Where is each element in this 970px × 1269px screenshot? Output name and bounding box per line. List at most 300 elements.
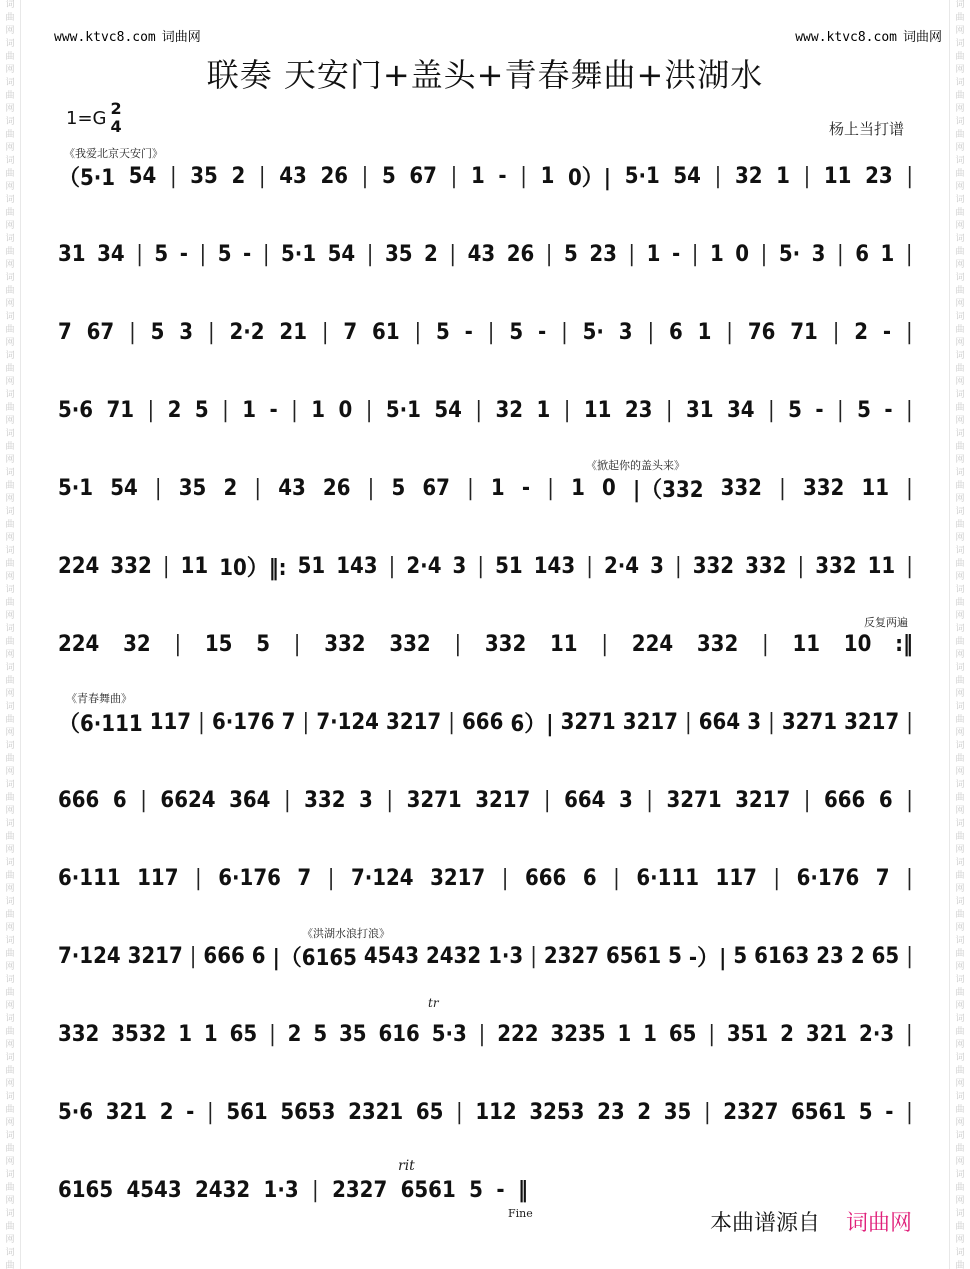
note-group: 1	[571, 475, 585, 501]
note-group: 67	[409, 163, 437, 189]
note-group: 32	[734, 163, 763, 189]
barline: |	[367, 475, 375, 501]
note-group: 26	[506, 241, 535, 267]
note-group: 143	[336, 553, 378, 579]
barline: |	[563, 397, 571, 423]
watermark-glyph: 词	[955, 156, 965, 166]
note-group: 35	[384, 241, 413, 267]
note-group: 3271	[560, 709, 616, 735]
note-group: 71	[106, 397, 135, 423]
watermark-glyph: 曲	[955, 559, 965, 569]
watermark-glyph: 曲	[955, 1105, 965, 1115]
barline: |	[708, 1021, 715, 1047]
note-group: 2	[780, 1021, 794, 1047]
note-group: 23	[597, 1099, 625, 1125]
watermark-glyph: 词	[5, 117, 15, 127]
watermark-glyph: 网	[5, 572, 15, 582]
note-group: 332	[324, 631, 366, 657]
barline: |	[685, 709, 692, 735]
barline: |	[174, 631, 182, 657]
watermark-glyph: 曲	[5, 1027, 15, 1037]
watermark-glyph: 网	[5, 1196, 15, 1206]
watermark-glyph: 词	[5, 78, 15, 88]
note-group: 3217	[475, 787, 531, 813]
score-line	[58, 624, 913, 664]
note-group: -	[521, 475, 531, 501]
note-group: 1	[536, 397, 551, 423]
note-group: 6165	[58, 1177, 114, 1203]
barline: |	[543, 787, 551, 813]
watermark-glyph: 网	[955, 1040, 965, 1050]
note-group: 2	[637, 1099, 652, 1125]
watermark-glyph: 网	[955, 806, 965, 816]
note-group: 7·124	[58, 943, 121, 969]
watermark-glyph: 曲	[955, 793, 965, 803]
note-group: 332	[720, 475, 762, 501]
site-url-left[interactable]	[54, 26, 201, 45]
note-group: 2	[424, 241, 438, 267]
note-group: 332	[58, 1021, 100, 1047]
barline: |	[768, 709, 775, 735]
note-group: 54	[434, 397, 462, 423]
watermark-glyph: 曲	[955, 871, 965, 881]
barline: |	[254, 475, 262, 501]
note-group: 3217	[386, 709, 442, 735]
watermark-glyph: 词	[955, 546, 965, 556]
watermark-glyph: 曲	[5, 793, 15, 803]
note-group: 3	[452, 553, 467, 579]
watermark-glyph: 词	[955, 1092, 965, 1102]
note-group: 6·176	[211, 709, 275, 735]
watermark-glyph: 曲	[5, 910, 15, 920]
barline: |	[762, 631, 769, 657]
watermark-glyph: 曲	[5, 91, 15, 101]
note-group: 1	[880, 241, 895, 267]
note-group: 6	[855, 241, 869, 267]
barline: |	[779, 475, 786, 501]
note-group: 6	[251, 943, 266, 969]
note-group: 43	[278, 475, 306, 501]
note-group: 0	[602, 475, 616, 501]
watermark-glyph: 词	[955, 351, 965, 361]
watermark-glyph: 网	[955, 299, 965, 309]
score-line	[58, 546, 913, 586]
note-group: 54	[128, 163, 157, 189]
note-group: |（332	[632, 477, 704, 503]
watermark-glyph: 词	[955, 1248, 965, 1258]
note-group: -	[496, 1177, 505, 1203]
barline: |	[767, 397, 775, 423]
note-group: 32	[495, 397, 524, 423]
barline: |	[905, 319, 913, 345]
note-group: 664	[698, 709, 741, 735]
watermark-glyph: 网	[5, 104, 15, 114]
note-group: 332	[692, 553, 735, 579]
watermark-glyph: 曲	[5, 871, 15, 881]
watermark-glyph: 网	[5, 962, 15, 972]
note-group: -	[537, 319, 547, 345]
watermark-glyph: 网	[5, 1235, 15, 1245]
note-group: 332	[304, 787, 346, 813]
watermark-glyph: 词	[5, 39, 15, 49]
watermark-glyph: 曲	[5, 481, 15, 491]
note-group: -	[243, 241, 252, 267]
barline: |	[628, 241, 636, 267]
barline: |	[312, 1177, 319, 1203]
note-group: 332	[389, 631, 431, 657]
barline: |	[906, 553, 913, 579]
score-line	[58, 234, 913, 274]
barline: |	[547, 475, 554, 501]
watermark-glyph: 词	[955, 429, 965, 439]
barline: |	[691, 241, 699, 267]
source-brand-link[interactable]: 词曲网	[845, 1211, 912, 1236]
note-group: 5·1	[385, 397, 421, 423]
barline: |	[646, 787, 653, 813]
watermark-glyph: 网	[5, 611, 15, 621]
barline: |	[906, 1099, 913, 1125]
note-group: 11	[180, 553, 209, 579]
note-group: 3235	[550, 1021, 606, 1047]
barline: |	[189, 943, 197, 969]
watermark-glyph: 曲	[955, 208, 965, 218]
watermark-glyph: 词	[5, 429, 15, 439]
note-group: 23	[816, 943, 844, 969]
barline: |	[703, 1099, 711, 1125]
note-group: 5653	[280, 1099, 336, 1125]
note-group: 11	[792, 631, 821, 657]
note-group: 6	[112, 787, 127, 813]
barline: |	[414, 319, 422, 345]
score-line	[58, 390, 913, 430]
watermark-glyph: 曲	[955, 637, 965, 647]
barline: |	[665, 397, 673, 423]
barline: |	[797, 553, 805, 579]
watermark-glyph: 曲	[5, 1066, 15, 1076]
note-group: 5	[858, 1099, 873, 1125]
barline: |	[478, 1021, 486, 1047]
barline: |	[198, 709, 205, 735]
note-group: 11	[550, 631, 578, 657]
note-group: 332	[802, 475, 845, 501]
watermark-glyph: 网	[955, 260, 965, 270]
watermark-glyph: 曲	[5, 754, 15, 764]
watermark-glyph: 网	[5, 455, 15, 465]
note-group: 1	[697, 319, 712, 345]
note-group: 222	[497, 1021, 539, 1047]
note-group: 7	[281, 709, 296, 735]
note-group: 32	[123, 631, 151, 657]
watermark-glyph: 词	[955, 975, 965, 985]
watermark-glyph: 词	[955, 39, 965, 49]
note-group: 5	[150, 319, 165, 345]
watermark-glyph: 网	[955, 1001, 965, 1011]
note-group: 5·	[582, 319, 604, 345]
watermark-glyph: 网	[5, 1001, 15, 1011]
note-group: 2432	[426, 943, 482, 969]
barline: |	[530, 943, 537, 969]
note-group: 26	[320, 163, 348, 189]
key-signature	[66, 100, 122, 136]
note-group: 54	[327, 241, 356, 267]
barline: |	[906, 1021, 913, 1047]
watermark-glyph: 曲	[5, 1105, 15, 1115]
barline: |	[545, 241, 553, 267]
watermark-glyph: 曲	[5, 988, 15, 998]
note-group: 43	[279, 163, 307, 189]
note-group: 3217	[622, 709, 678, 735]
note-group: 3	[747, 709, 761, 735]
time-signature-bottom: 4	[110, 117, 122, 136]
barline: |	[327, 865, 335, 891]
watermark-glyph: 网	[955, 377, 965, 387]
watermark-glyph: 网	[955, 182, 965, 192]
barline: |	[199, 241, 207, 267]
barline: |	[905, 241, 913, 267]
watermark-glyph: 网	[955, 650, 965, 660]
note-group: 332	[696, 631, 739, 657]
note-group: 2	[231, 163, 246, 189]
note-group: 6	[668, 319, 683, 345]
note-group: 321	[805, 1021, 848, 1047]
watermark-glyph: 曲	[955, 130, 965, 140]
watermark-glyph: 曲	[5, 403, 15, 413]
watermark-glyph: 词	[5, 156, 15, 166]
watermark-glyph: 曲	[5, 637, 15, 647]
watermark-glyph: 网	[5, 416, 15, 426]
note-group: 351	[726, 1021, 769, 1047]
watermark-glyph: 网	[5, 260, 15, 270]
watermark-glyph: 词	[5, 390, 15, 400]
note-group: 6	[878, 787, 893, 813]
watermark-glyph: 网	[5, 533, 15, 543]
note-group: 666	[58, 787, 100, 813]
barline: |	[258, 163, 266, 189]
watermark-glyph: 曲	[5, 520, 15, 530]
barline: |	[207, 319, 215, 345]
barline: |	[147, 397, 155, 423]
right-watermark-strip	[949, 0, 970, 1269]
note-group: 43	[467, 241, 496, 267]
note-group: 224	[631, 631, 674, 657]
note-group: 31	[58, 241, 86, 267]
note-group: 5·6	[58, 1099, 94, 1125]
note-group: 5	[313, 1021, 328, 1047]
watermark-glyph: 词	[955, 1209, 965, 1219]
watermark-glyph: 曲	[955, 754, 965, 764]
note-group: 616	[378, 1021, 420, 1047]
watermark-glyph: 词	[955, 273, 965, 283]
note-group: （6·111	[58, 711, 143, 737]
watermark-glyph: 网	[955, 1235, 965, 1245]
watermark-glyph: 网	[955, 728, 965, 738]
note-group: 2	[854, 319, 869, 345]
watermark-glyph: 网	[5, 494, 15, 504]
note-group: 5·3	[431, 1021, 467, 1047]
note-group: ‖	[518, 1177, 528, 1203]
note-group: 143	[533, 553, 576, 579]
note-group: 5·1	[58, 475, 94, 501]
barline: |	[803, 163, 811, 189]
barline: |	[448, 709, 455, 735]
note-group: （5·1	[58, 165, 116, 191]
watermark-glyph: 词	[5, 1053, 15, 1063]
note-group: 7·124	[350, 865, 414, 891]
note-group: 5	[194, 397, 209, 423]
watermark-glyph: 词	[955, 1170, 965, 1180]
note-group: 5·6	[58, 397, 94, 423]
barline: |	[207, 1099, 214, 1125]
barline: |	[162, 553, 170, 579]
watermark-glyph: 曲	[955, 1027, 965, 1037]
watermark-glyph: 词	[5, 936, 15, 946]
watermark-glyph: 词	[955, 234, 965, 244]
watermark-glyph: 词	[955, 819, 965, 829]
repeat-note: 反复两遍	[864, 616, 908, 629]
note-group: 3217	[127, 943, 183, 969]
watermark-glyph: 网	[5, 182, 15, 192]
note-group: 2·2	[229, 319, 265, 345]
score-line	[58, 156, 913, 196]
barline: |	[302, 709, 310, 735]
watermark-glyph: 网	[5, 221, 15, 231]
watermark-glyph: 词	[5, 0, 15, 10]
watermark-glyph: 词	[955, 936, 965, 946]
note-group: 664	[564, 787, 606, 813]
barline: |	[906, 787, 913, 813]
watermark-glyph: 曲	[5, 169, 15, 179]
watermark-glyph: 词	[955, 312, 965, 322]
watermark-glyph: 曲	[955, 481, 965, 491]
note-group: -	[179, 241, 188, 267]
note-group: 61	[372, 319, 400, 345]
watermark-glyph: 曲	[955, 1144, 965, 1154]
note-group: 332	[110, 553, 152, 579]
barline: |	[475, 397, 483, 423]
watermark-glyph: 曲	[955, 91, 965, 101]
site-url-left-text: www.ktvc8.com	[54, 30, 156, 45]
watermark-glyph: 曲	[5, 949, 15, 959]
note-group: 26	[322, 475, 351, 501]
note-group: 6）|	[510, 711, 554, 737]
watermark-glyph: 网	[5, 143, 15, 153]
watermark-glyph: 曲	[955, 1261, 965, 1269]
section-label-honghu: 《洪湖水浪打浪》	[302, 927, 390, 940]
watermark-glyph: 词	[955, 1014, 965, 1024]
note-group: 1·3	[263, 1177, 299, 1203]
watermark-glyph: 网	[955, 572, 965, 582]
note-group: -	[882, 319, 892, 345]
barline: |	[906, 709, 913, 735]
note-group: 0）|	[568, 165, 612, 191]
note-group: 1·3	[488, 943, 524, 969]
section-label-gaitou: 《掀起你的盖头来》	[586, 459, 685, 472]
site-url-right-text: www.ktvc8.com	[795, 30, 897, 45]
watermark-glyph: 网	[5, 806, 15, 816]
watermark-glyph: 网	[955, 923, 965, 933]
note-group: 332	[815, 553, 857, 579]
watermark-glyph: 网	[5, 65, 15, 75]
barline: |	[586, 553, 593, 579]
note-group: 1	[178, 1021, 193, 1047]
watermark-glyph: 词	[5, 702, 15, 712]
note-group: 6·111	[58, 865, 121, 891]
watermark-glyph: 词	[955, 78, 965, 88]
watermark-glyph: 曲	[5, 130, 15, 140]
note-group: 224	[58, 631, 100, 657]
note-group: 11	[823, 163, 852, 189]
barline: |	[366, 241, 374, 267]
watermark-glyph: 网	[5, 845, 15, 855]
note-group: 1	[490, 475, 505, 501]
watermark-glyph: 词	[5, 1092, 15, 1102]
watermark-glyph: 词	[955, 702, 965, 712]
note-group: -	[671, 241, 681, 267]
note-group: 2321	[348, 1099, 404, 1125]
note-group: 6·111	[636, 865, 699, 891]
watermark-glyph: 词	[955, 117, 965, 127]
time-signature	[110, 100, 121, 136]
barline: |	[291, 397, 298, 423]
barline: |	[906, 475, 913, 501]
watermark-glyph: 曲	[5, 1183, 15, 1193]
note-group: 6·176	[796, 865, 860, 891]
watermark-glyph: 词	[955, 585, 965, 595]
note-group: 34	[97, 241, 125, 267]
watermark-glyph: 曲	[955, 676, 965, 686]
watermark-glyph: 曲	[955, 910, 965, 920]
note-group: 5·	[778, 241, 801, 267]
note-group: -	[464, 319, 473, 345]
note-group: 35	[339, 1021, 367, 1047]
barline: |	[386, 787, 394, 813]
note-group: 76	[747, 319, 776, 345]
watermark-glyph: 词	[955, 507, 965, 517]
note-group: 67	[422, 475, 450, 501]
barline: |	[714, 163, 722, 189]
site-url-right[interactable]	[795, 26, 942, 45]
watermark-glyph: 词	[5, 195, 15, 205]
note-group: 54	[673, 163, 701, 189]
barline: |	[760, 241, 768, 267]
watermark-glyph: 曲	[955, 1183, 965, 1193]
rit-mark: rit	[398, 1158, 415, 1174]
note-group: 332	[484, 631, 527, 657]
watermark-glyph: 网	[955, 221, 965, 231]
note-group: 11	[867, 553, 896, 579]
barline: |	[501, 865, 509, 891]
barline: |	[129, 319, 136, 345]
barline: |	[906, 163, 913, 189]
barline: |	[837, 397, 844, 423]
watermark-glyph: 词	[5, 234, 15, 244]
note-group: -）|	[688, 945, 727, 971]
note-group: -	[498, 163, 507, 189]
watermark-glyph: 曲	[5, 325, 15, 335]
note-group: 1	[470, 163, 485, 189]
watermark-glyph: 网	[955, 1157, 965, 1167]
watermark-glyph: 词	[5, 780, 15, 790]
note-group: 35	[178, 475, 207, 501]
watermark-glyph: 网	[955, 962, 965, 972]
note-group: 11	[583, 397, 612, 423]
note-group: 666	[203, 943, 245, 969]
barline: |	[293, 631, 301, 657]
score-title: 联奏 天安门+盖头+青春舞曲+洪湖水	[206, 56, 764, 94]
note-group: 65	[668, 1021, 697, 1047]
note-group: 23	[624, 397, 653, 423]
watermark-glyph: 词	[5, 1131, 15, 1141]
